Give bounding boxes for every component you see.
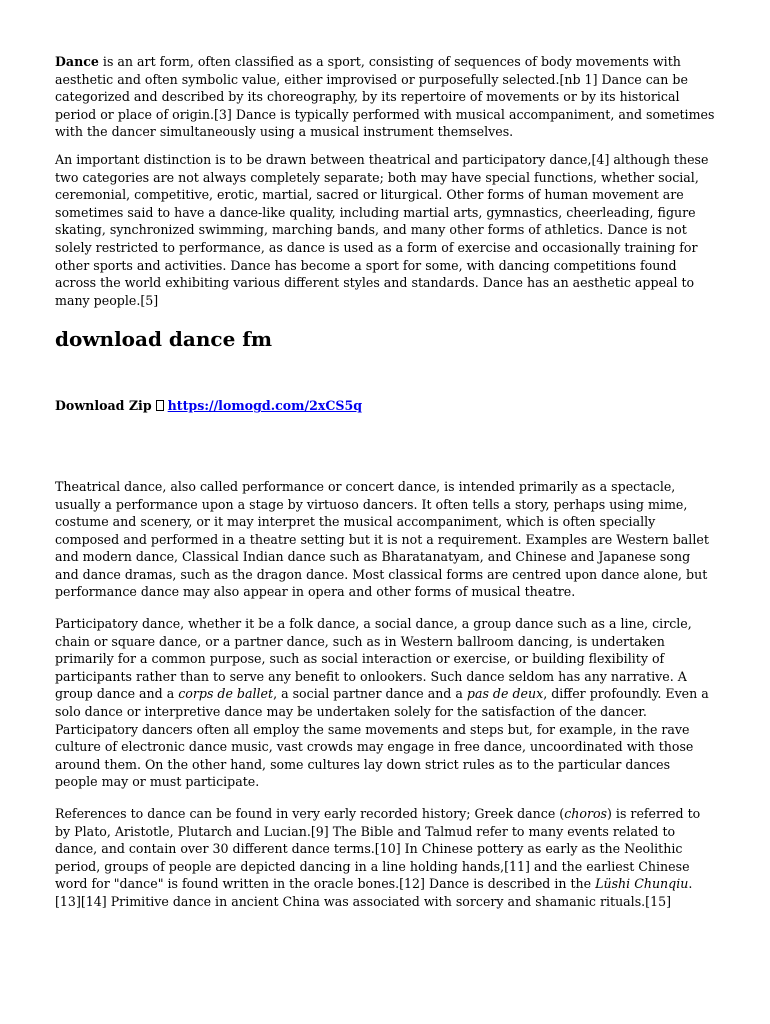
download-link[interactable]: https://lomogd.com/2xCS5q: [167, 398, 363, 414]
history-text-b: ) is referred to by Plato, Aristotle, Plutarch and Lucian.[9] The Bible and Talmud refer to many events related to dance, and contain over 30 different dance terms.[10] In Chinese pottery as early as the Neolithic period, groups of people are depicted dancing in a line holding hands,[11] and the earliest Chinese word for "dance" is found written in the oracle bones.[12] Dance is described in the: [55, 806, 701, 892]
term-pas-de-deux: pas de deux: [466, 686, 544, 702]
history-text-c: .[13][14] Primitive dance in ancient China was associated with sorcery and shamanic rituals.[15]: [55, 876, 693, 909]
download-label: Download Zip: [55, 398, 152, 414]
history-text-a: References to dance can be found in very early recorded history; Greek dance (: [55, 806, 565, 821]
term-corps-de-ballet: corps de ballet: [178, 686, 274, 702]
term-lushi-chunqiu: Lüshi Chunqiu: [595, 876, 689, 892]
participatory-text-a: Participatory dance, whether it be a folk dance, a social dance, a group dance such as a line, circle, chain or square dance, or a partner dance, such as in Western ballroom dancing, is undertaken primarily for a common purpose, such as social interaction or exercise, or building flexibility of participants rather than to serve any benefit to onlookers. Such dance seldom has any narrative. A group dance and a: [55, 616, 692, 702]
section-heading: download dance fm: [55, 327, 273, 352]
participatory-dance-paragraph: [55, 615, 715, 791]
article: [55, 53, 715, 911]
intro-paragraph-1-text: is an art form, often classified as a sport, consisting of sequences of body movements with aesthetic and often symbolic value, either improvised or purposefully selected.[nb 1] Dance can be categorized and described by its choreography, by its repertoire of movements or by its historical period or place of origin.[3] Dance is typically performed with musical accompaniment, and sometimes with the dancer simultaneously using a musical instrument themselves.: [55, 54, 715, 140]
term-dance: Dance: [55, 54, 99, 69]
intro-paragraph-1: [55, 53, 715, 141]
participatory-text-b: , a social partner dance and a: [273, 686, 467, 702]
intro-paragraph-2: An important distinction is to be drawn between theatrical and participatory dance,[4] although these two categories are not always completely separate; both may have special functions, whether social, ceremonial, competitive, erotic, martial, sacred or liturgical. Other forms of human movement are sometimes said to have a dance-like quality, including martial arts, gymnastics, cheerleading, figure skating, synchronized swimming, marching bands, and many other forms of athletics. Dance is not solely restricted to performance, as dance is used as a form of exercise and occasionally training for other sports and activities. Dance has become a sport for some, with dancing competitions found across the world exhibiting various different styles and standards. Dance has an aesthetic appeal to many people.[5]: [55, 151, 709, 308]
theatrical-dance-paragraph: Theatrical dance, also called performance or concert dance, is intended primarily as a spectacle, usually a performance upon a stage by virtuoso dancers. It often tells a story, perhaps using mime, costume and scenery, or it may interpret the musical accompaniment, which is often specially composed and performed in a theatre setting but it is not a requirement. Examples are Western ballet and modern dance, Classical Indian dance such as Bharatanatyam, and Chinese and Japanese song and dance dramas, such as the dragon dance. Most classical forms are centred upon dance alone, but performance dance may also appear in opera and other forms of musical theatre.: [55, 478, 709, 600]
term-choros: choros: [564, 806, 608, 821]
spacer: [55, 415, 715, 478]
download-line: [55, 397, 715, 415]
missing-glyph-icon: [156, 400, 164, 411]
history-paragraph: [55, 805, 715, 911]
participatory-text-c: , differ profoundly. Even a solo dance or interpretive dance may be undertaken solely for the satisfaction of the dancer. Participatory dancers often all employ the same movements and steps but, for example, in the rave culture of electronic dance music, vast crowds may engage in free dance, uncoordinated with those around them. On the other hand, some cultures lay down strict rules as to the particular dances people may or must participate.: [55, 686, 709, 790]
